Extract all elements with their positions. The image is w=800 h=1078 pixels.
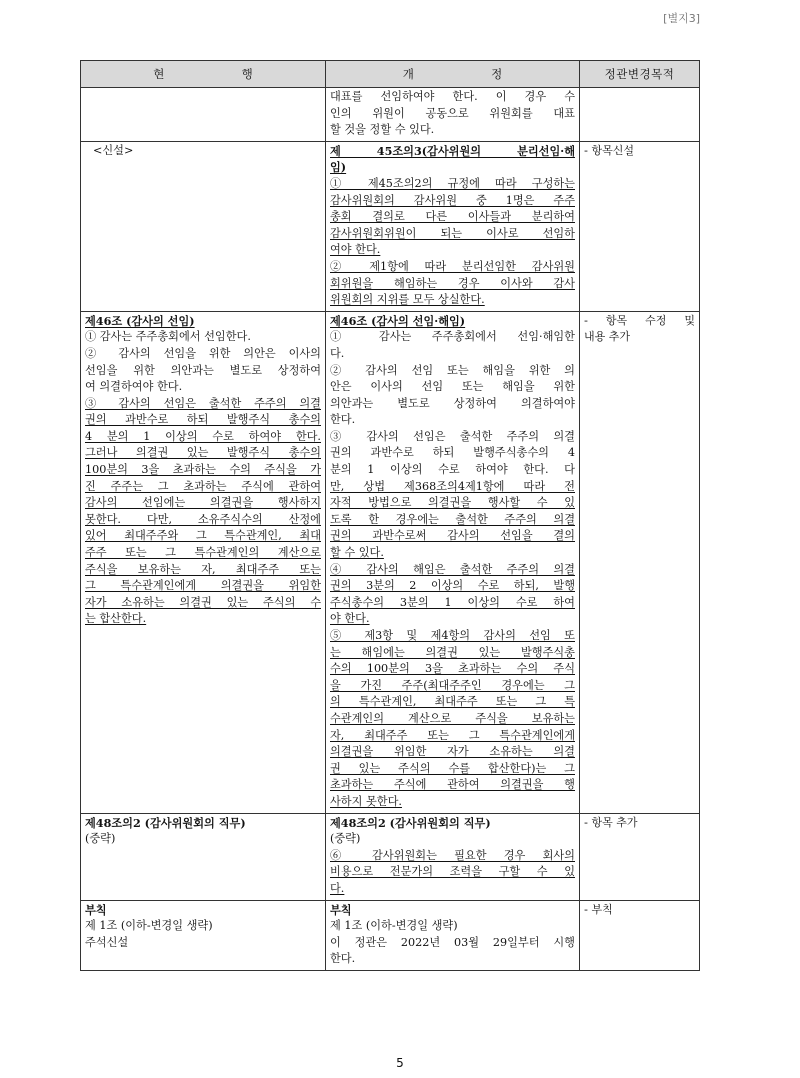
text-line: 할 수 있다. xyxy=(330,546,384,560)
text-line: 100분의 3을 초과하는 수의 주식을 가 xyxy=(85,463,321,477)
text-line: 총회 결의로 다른 이사들과 분리하여 xyxy=(330,210,575,224)
text-line: - 항목 수정 및 xyxy=(584,313,695,327)
text-line: 회위원을 해임하는 경우 이사와 감사 xyxy=(330,276,575,290)
header-revised: 개 정 xyxy=(326,61,580,88)
text-line: 도록 한 경우에는 출석한 주주의 의결 xyxy=(330,512,575,526)
text-line: 한다. xyxy=(330,952,356,966)
text-line: ② 감사의 선임을 위한 의안은 이사의 xyxy=(85,346,321,360)
cell-revised xyxy=(326,813,580,900)
text-line: 위원회의 지위를 모두 상실한다. xyxy=(330,293,485,307)
text-line: 비용으로 전문가의 조력을 구할 수 있 xyxy=(330,865,575,879)
text-line: 4 분의 1 이상의 수로 하여야 한다. xyxy=(85,429,321,443)
text-line: 그러나 의결권 있는 발행주식 총수의 xyxy=(85,446,321,460)
table-row xyxy=(81,813,700,900)
text-line: 감사의 선임에는 의결권을 행사하지 xyxy=(85,496,321,510)
text-line: 제 45조의3(감사위원의 분리선임·해 xyxy=(330,143,575,158)
cell-revised xyxy=(326,88,580,142)
text-line: 대표를 선임하여야 한다. 이 경우 수 xyxy=(330,90,575,103)
table-header-row xyxy=(81,61,700,88)
text-line: 다. xyxy=(330,346,345,360)
text-line: 야 한다. xyxy=(330,612,370,626)
comparison-table xyxy=(80,60,700,971)
text-line: 분의 1 이상의 수로 하여야 한다. 다 xyxy=(330,463,575,477)
text-line: 부칙 xyxy=(85,902,107,917)
cell-current xyxy=(81,141,326,311)
text-line: <신설> xyxy=(93,143,134,157)
text-line: 사하지 못한다. xyxy=(330,794,402,808)
text-line: 제 1조 (이하-변경일 생략) xyxy=(330,919,458,933)
text-line: - 항목 추가 xyxy=(584,815,638,829)
text-line: 그 특수관계인에게 의결권을 위임한 xyxy=(85,579,321,593)
text-line: 이 정관은 2022년 03월 29일부터 시행 xyxy=(330,935,575,949)
text-line: 권의 과반수로 하되 발행주식총수의 4 xyxy=(330,446,575,460)
table-row xyxy=(81,88,700,142)
text-line: 만, 상법 제368조의4제1항에 따라 전 xyxy=(330,479,575,493)
text-line: 주주 또는 그 특수관계인의 계산으로 xyxy=(85,546,321,560)
text-line: 있어 최대주주와 그 특수관계인, 최대 xyxy=(85,529,321,543)
cell-reason xyxy=(580,900,700,970)
text-line: ② 감사의 선임 또는 해임을 위한 의 xyxy=(330,363,575,377)
text-line: ③ 감사의 선임은 출석한 주주의 의결 xyxy=(85,396,321,410)
text-line: 자적 방법으로 의결권을 행사할 수 있 xyxy=(330,496,575,510)
cell-reason xyxy=(580,141,700,311)
text-line: 주석신설 xyxy=(85,935,129,949)
cell-current xyxy=(81,88,326,142)
cell-current xyxy=(81,900,326,970)
text-line: 권의 3분의 2 이상의 수로 하되, 발행 xyxy=(330,579,575,593)
text-line: 주식을 보유하는 자, 최대주주 또는 xyxy=(85,562,321,576)
text-line: 는 합산한다. xyxy=(85,612,147,626)
page-number: 5 xyxy=(396,1056,404,1070)
cell-reason xyxy=(580,311,700,813)
text-line: ① 감사는 주주총회에서 선임한다. xyxy=(85,330,251,344)
text-line: 감사위원회위원이 되는 이사로 선임하 xyxy=(330,226,575,240)
text-line: (중략) xyxy=(330,832,361,846)
text-line: 여야 한다. xyxy=(330,243,381,257)
text-line: 내용 추가 xyxy=(584,330,631,344)
text-line: 을 가진 주주(최대주주인 경우에는 그 xyxy=(330,678,575,692)
cell-revised xyxy=(326,311,580,813)
text-line: - 부칙 xyxy=(584,902,613,916)
text-line: 권 있는 주식의 수를 합산한다)는 그 xyxy=(330,761,575,775)
table-row xyxy=(81,141,700,311)
text-line: ③ 감사의 선임은 출석한 주주의 의결 xyxy=(330,429,575,443)
text-line: 제46조 (감사의 선임·해임) xyxy=(330,313,466,328)
cell-reason xyxy=(580,813,700,900)
header-current: 현 행 xyxy=(81,61,326,88)
text-line: - 항목신설 xyxy=(584,143,634,157)
text-line: 제 1조 (이하-변경일 생략) xyxy=(85,919,213,933)
text-line: 의안과는 별도로 상정하여 의결하여야 xyxy=(330,396,575,410)
text-line: 감사위원회의 감사위원 중 1명은 주주 xyxy=(330,193,575,207)
table-row xyxy=(81,311,700,813)
text-line: 다. xyxy=(330,881,345,895)
text-line: 할 것을 정할 수 있다. xyxy=(330,123,435,137)
text-line: 수관계인의 계산으로 주식을 보유하는 xyxy=(330,711,575,725)
text-line: 선임을 위한 의안과는 별도로 상정하여 xyxy=(85,363,321,377)
text-line: ① 감사는 주주총회에서 선임·해임한 xyxy=(330,330,575,344)
text-line: ⑤ 제3항 및 제4항의 감사의 선임 또 xyxy=(330,629,575,642)
text-line: 초과하는 주식에 관하여 의결권을 행 xyxy=(330,778,575,792)
text-line: 인의 위원이 공동으로 위원회를 대표 xyxy=(330,106,575,120)
text-line: 의 특수관계인, 최대주주 또는 그 특 xyxy=(330,695,575,709)
text-line: 수의 100분의 3을 초과하는 수의 주식 xyxy=(330,662,575,676)
text-line: ① 제45조의2의 규정에 따라 구성하는 xyxy=(330,176,575,190)
cell-revised xyxy=(326,900,580,970)
cell-revised xyxy=(326,141,580,311)
text-line: 제48조의2 (감사위원회의 직무) xyxy=(85,815,246,830)
text-line: (중략) xyxy=(85,832,116,846)
text-line: 제48조의2 (감사위원회의 직무) xyxy=(330,815,491,830)
text-line: 자, 최대주주 또는 그 특수관계인에게 xyxy=(330,728,575,742)
text-line: 제46조 (감사의 선임) xyxy=(85,313,195,328)
header-reason: 정관변경목적 xyxy=(580,61,700,88)
text-line: 권의 과반수로써 감사의 선임을 결의 xyxy=(330,529,575,543)
cell-reason xyxy=(580,88,700,142)
text-line: 진 주주는 그 초과하는 주식에 관하여 xyxy=(85,479,321,493)
text-line: 안은 이사의 선임 또는 해임을 위한 xyxy=(330,380,575,394)
text-line: 임) xyxy=(330,160,347,175)
cell-current xyxy=(81,813,326,900)
text-line: 부칙 xyxy=(330,902,352,917)
text-line: ② 제1항에 따라 분리선임한 감사위원 xyxy=(330,259,575,273)
text-line: 의결권을 위임한 자가 소유하는 의결 xyxy=(330,745,575,759)
text-line: ④ 감사의 해임은 출석한 주주의 의결 xyxy=(330,562,575,576)
text-line: 주식총수의 3분의 1 이상의 수로 하여 xyxy=(330,595,575,609)
text-line: 한다. xyxy=(330,413,356,427)
cell-current xyxy=(81,311,326,813)
text-line: ⑥ 감사위원회는 필요한 경우 회사의 xyxy=(330,848,575,862)
table-row xyxy=(81,900,700,970)
text-line: 여 의결하여야 한다. xyxy=(85,380,183,394)
text-line: 못한다. 다만, 소유주식수의 산정에 xyxy=(85,512,321,526)
text-line: 는 해임에는 의결권 있는 발행주식총 xyxy=(330,645,575,659)
text-line: 자가 소유하는 의결권 있는 주식의 수 xyxy=(85,595,321,609)
text-line: 권의 과반수로 하되 발행주식 총수의 xyxy=(85,413,321,427)
page-label: [별지3] xyxy=(663,12,700,25)
